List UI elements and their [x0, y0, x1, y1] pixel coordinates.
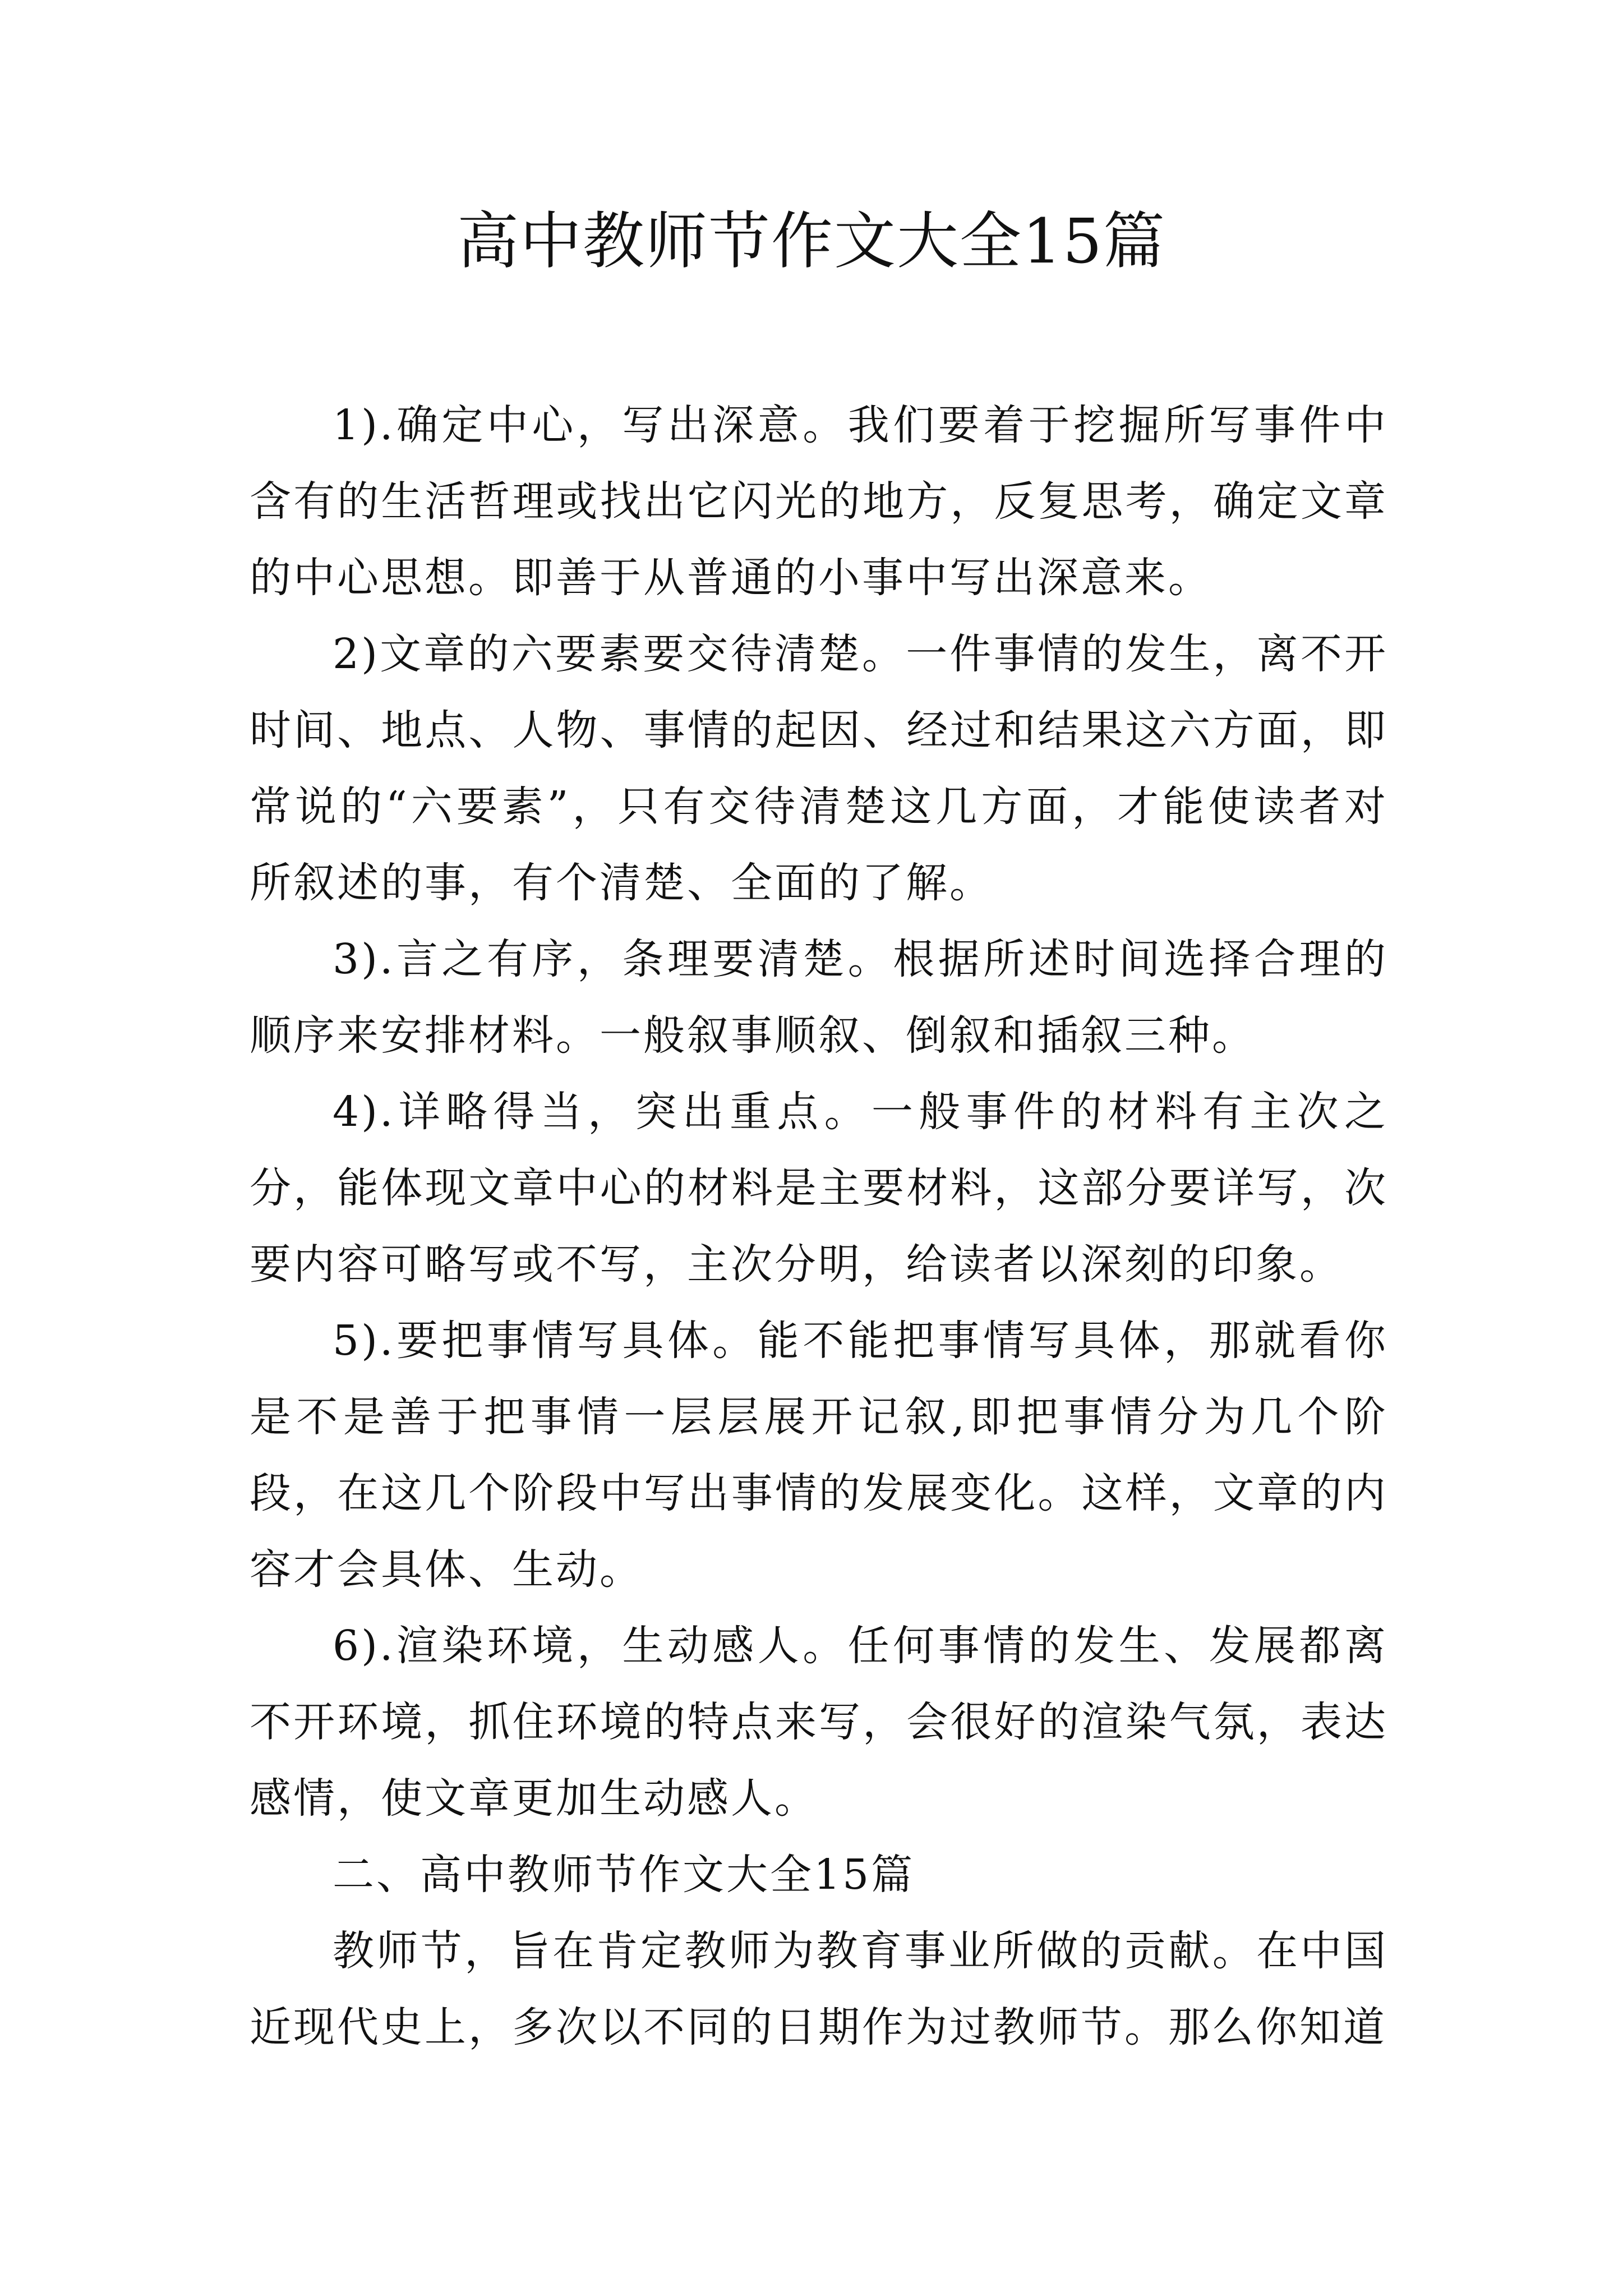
paragraph-point-1: 1).确定中心，写出深意。我们要着于挖掘所写事件中含有的生活哲理或找出它闪光的地方，反复思考，确定文章的中心思想。即善于从普通的小事中写出深意来。	[250, 401, 1388, 602]
paragraph-point-3: 3).言之有序，条理要清楚。根据所述时间选择合理的顺序来安排材料。一般叙事顺叙、倒叙和插叙三种。	[250, 935, 1388, 1060]
document-body	[250, 387, 1388, 2065]
paragraph-point-4: 4).详略得当，突出重点。一般事件的材料有主次之分，能体现文章中心的材料是主要材料，这部分要详写，次要内容可略写或不写，主次分明，给读者以深刻的印象。	[250, 1088, 1388, 1289]
paragraph-point-2: 2)文章的六要素要交待清楚。一件事情的发生，离不开时间、地点、人物、事情的起因、经过和结果这六方面，即常说的“六要素”，只有交待清楚这几方面，才能使读者对所叙述的事，有个清楚、全面的了解。	[250, 630, 1388, 907]
paragraph-intro: 教师节，旨在肯定教师为教育事业所做的贡献。在中国近现代史上，多次以不同的日期作为过教师节。那么你知道	[250, 1927, 1388, 2051]
section-heading: 二、高中教师节作文大全15篇	[333, 1851, 915, 1899]
paragraph-point-6: 6).渲染环境，生动感人。任何事情的发生、发展都离不开环境，抓住环境的特点来写，会很好的渲染气氛，表达感情，使文章更加生动感人。	[250, 1622, 1388, 1823]
paragraph-point-5: 5).要把事情写具体。能不能把事情写具体，那就看你是不是善于把事情一层层展开记叙,即把事情分为几个阶段，在这几个阶段中写出事情的发展变化。这样，文章的内容才会具体、生动。	[250, 1317, 1388, 1594]
document-title: 高中教师节作文大全15篇	[457, 205, 1166, 277]
